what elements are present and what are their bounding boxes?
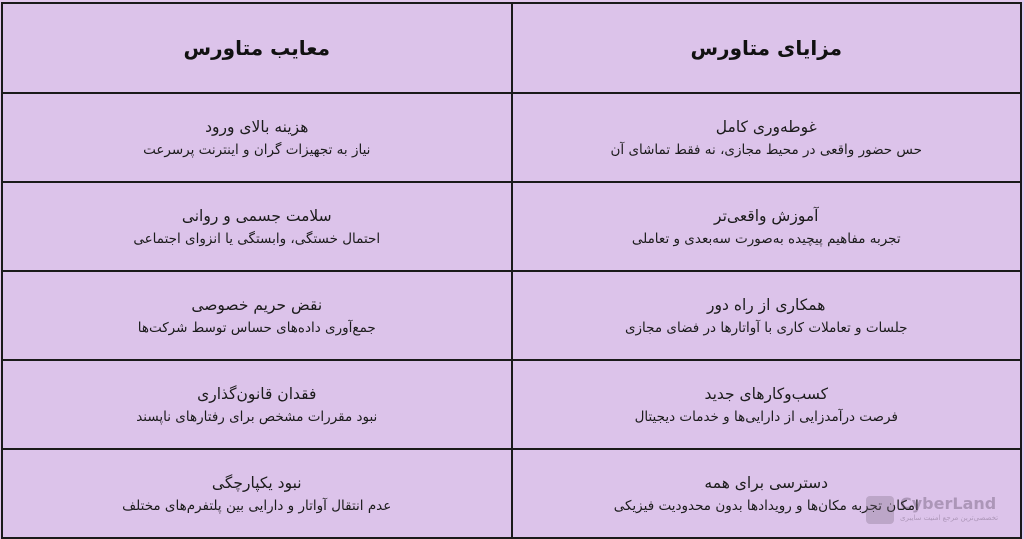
con-description: نبود مقررات مشخص برای رفتارهای ناپسند	[136, 408, 378, 425]
pro-description: جلسات و تعاملات کاری با آواتارها در فضای مجازی	[624, 319, 908, 336]
con-title: فقدان قانون‌گذاری	[197, 384, 317, 403]
con-description: عدم انتقال آواتار و دارایی بین پلتفرم‌های مختلف	[122, 497, 392, 514]
pro-cell	[512, 360, 1022, 449]
table-row	[2, 93, 1021, 182]
pro-description: امکان تجربه مکان‌ها و رویدادها بدون محدودیت فیزیکی	[613, 497, 919, 514]
con-cell	[2, 360, 512, 449]
table-row	[2, 360, 1021, 449]
con-description: احتمال خستگی، وابستگی یا انزوای اجتماعی	[133, 230, 381, 247]
pro-title: آموزش واقعی‌تر	[714, 206, 819, 225]
pro-cell	[512, 449, 1022, 538]
pro-title: غوطه‌وری کامل	[715, 117, 817, 136]
watermark-tagline: تخصصی‌ترین مرجع امنیت سایبری	[900, 514, 999, 522]
pro-cell	[512, 182, 1022, 271]
pro-title: دسترسی برای همه	[704, 473, 829, 492]
table-row	[2, 449, 1021, 538]
pros-column-header: مزایای متاورس	[512, 3, 1022, 93]
pro-description: حس حضور واقعی در محیط مجازی، نه فقط تماشای آن	[610, 141, 922, 158]
con-description: جمع‌آوری داده‌های حساس توسط شرکت‌ها	[137, 319, 376, 336]
table-row	[2, 271, 1021, 360]
table-row	[2, 182, 1021, 271]
con-cell	[2, 449, 512, 538]
pro-title: کسب‌وکارهای جدید	[704, 384, 829, 403]
pro-title: همکاری از راه دور	[707, 295, 826, 314]
con-description: نیاز به تجهیزات گران و اینترنت پرسرعت	[143, 141, 371, 158]
pro-cell	[512, 271, 1022, 360]
con-title: نقض حریم خصوصی	[191, 295, 323, 314]
con-cell	[2, 271, 512, 360]
con-cell	[2, 93, 512, 182]
pros-cons-table	[1, 2, 1022, 539]
pro-cell	[512, 93, 1022, 182]
watermark-brand: CyberLand	[900, 494, 997, 513]
con-title: سلامت جسمی و روانی	[181, 206, 332, 225]
con-title: هزینه بالای ورود	[205, 117, 309, 136]
con-cell	[2, 182, 512, 271]
cons-column-header: معایب متاورس	[2, 3, 512, 93]
header-row	[2, 3, 1021, 93]
pro-description: فرصت درآمدزایی از دارایی‌ها و خدمات دیجیتال	[634, 408, 898, 425]
pro-description: تجربه مفاهیم پیچیده به‌صورت سه‌بعدی و تعاملی	[631, 230, 901, 247]
con-title: نبود یکپارچگی	[211, 473, 302, 492]
